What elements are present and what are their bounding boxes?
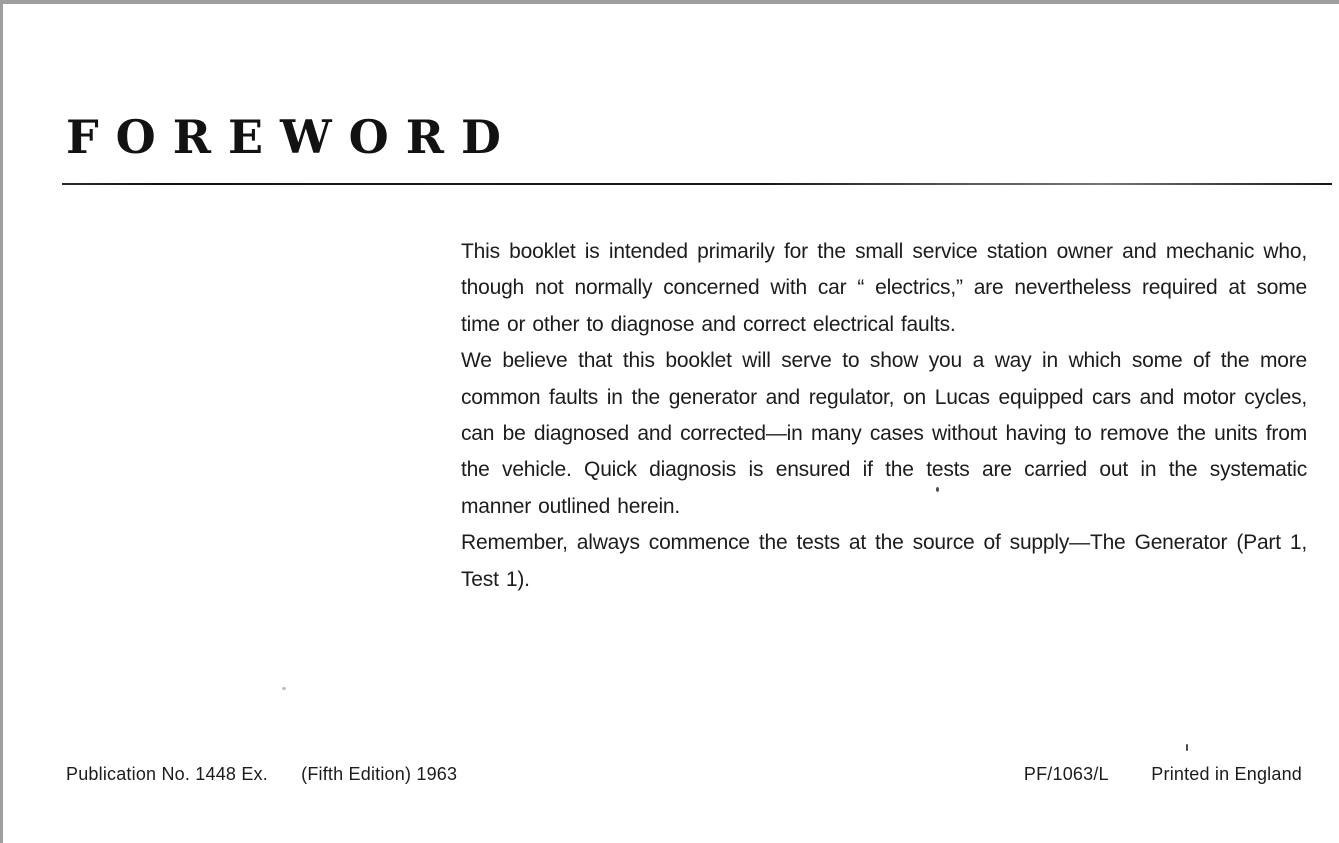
edition-year: (Fifth Edition) 1963 <box>301 764 458 784</box>
scan-edge-left <box>0 0 3 843</box>
scan-edge-top <box>0 0 1339 4</box>
scan-speck <box>282 687 286 690</box>
footer-left <box>66 764 457 785</box>
print-code: PF/1063/L <box>1023 764 1109 784</box>
scan-speck <box>936 487 939 492</box>
page-footer <box>66 764 1302 785</box>
foreword-body <box>461 234 1307 598</box>
scan-speck <box>1186 744 1188 751</box>
paragraph-intro: This booklet is intended primarily for the small service station owner and mechanic who, though not normally concerned with car “ electrics,” are nevertheless required at some time or other to diagnose and correct electrical faults. <box>461 240 1307 336</box>
printed-in-label: Printed in England <box>1151 764 1302 784</box>
paragraph-reminder: Remember, always commence the tests at the source of supply—The Generator (Part 1, Test 1). <box>461 531 1307 591</box>
publication-number: Publication No. 1448 Ex. <box>66 764 268 784</box>
heading-divider <box>62 183 1332 185</box>
paragraph-purpose: We believe that this booklet will serve to show you a way in which some of the more common faults in the generator and regulator, on Lucas equipped cars and motor cycles, can be diagnosed and corrected—in many cases without having to remove the units from the vehicle. Quick diagnosis is ensured if the tests are carried out in the systematic manner outlined herein. <box>461 349 1307 518</box>
page-title: FOREWORD <box>66 110 518 164</box>
footer-right <box>1024 764 1302 785</box>
